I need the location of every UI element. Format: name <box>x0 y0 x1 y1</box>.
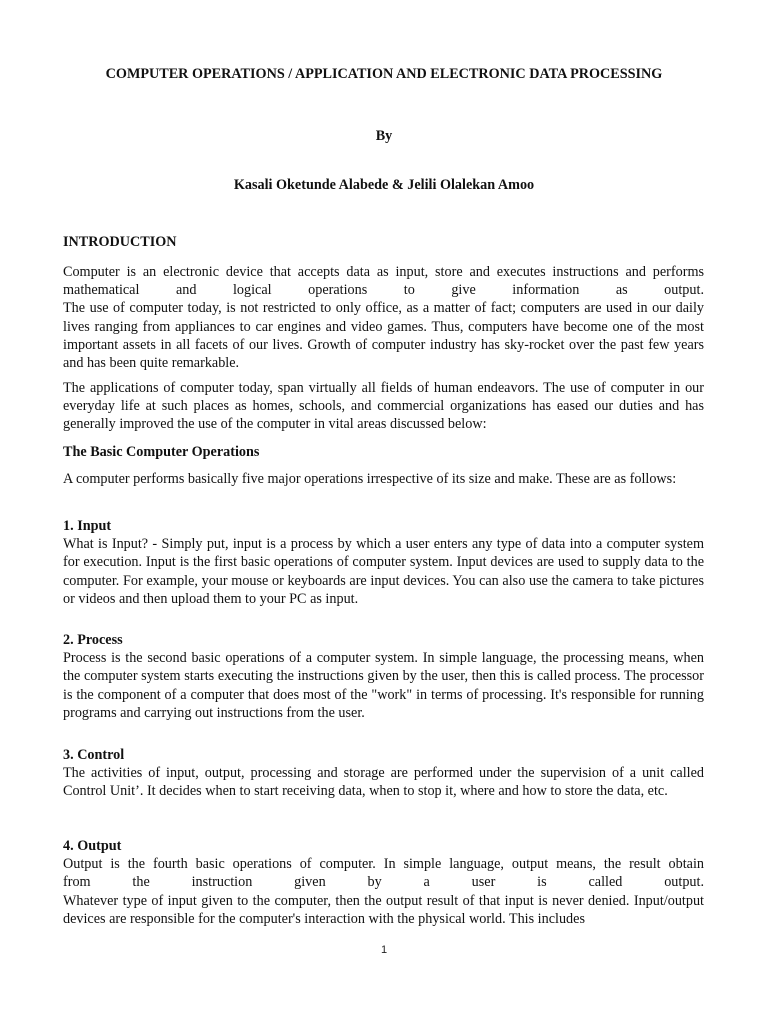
output-line-2: from the instruction given by a user is called output. <box>63 874 704 891</box>
document-title: COMPUTER OPERATIONS / APPLICATION AND ELECTRONIC DATA PROCESSING <box>105 66 663 82</box>
applications-paragraph <box>63 379 704 434</box>
output-heading: 4. Output <box>63 838 122 854</box>
input-section <box>63 517 704 608</box>
control-section <box>63 746 704 801</box>
intro-line-2: mathematical and logical operations to give information as output. <box>63 282 704 299</box>
by-line: By <box>375 128 393 144</box>
output-line-1: Output is the fourth basic operations of computer. In simple language, output means, the result obtain <box>63 856 704 873</box>
section-heading: INTRODUCTION <box>63 234 177 250</box>
output-rest: Whatever type of input given to the computer, then the output result of that input is never denied. Input/output devices are responsible for the computer's interaction with the physical world. This includes <box>63 892 704 927</box>
basic-intro-block <box>63 470 704 488</box>
intro-paragraph <box>63 263 704 372</box>
control-heading: 3. Control <box>63 747 125 763</box>
process-heading: 2. Process <box>63 632 123 648</box>
control-body: The activities of input, output, processing and storage are performed under the supervision of a unit called Control Unit’. It decides when to start receiving data, when to stop it, where and how to store the data, etc. <box>63 765 704 800</box>
input-heading: 1. Input <box>63 518 112 534</box>
basic-operations-heading: The Basic Computer Operations <box>63 444 260 460</box>
output-section <box>63 837 704 928</box>
input-body: What is Input? - Simply put, input is a process by which a user enters any type of data into a computer system for execution. Input is the first basic operations of computer system. Input devices are used to supply data to the computer. For example, your mouse or keyboards are input devices. You can also use the camera to take pictures or videos and then upload them to your PC as input. <box>63 536 704 607</box>
basic-intro-text: A computer performs basically five major operations irrespective of its size and make. These are as follows: <box>63 471 677 487</box>
authors: Kasali Oketunde Alabede & Jelili Olalekan Amoo <box>233 177 535 193</box>
process-body: Process is the second basic operations of a computer system. In simple language, the processing means, when the computer system starts executing the instructions given by the user, then this is called process. The processor is the component of a computer that does most of the "work" in terms of processing. It's responsible for running programs and carrying out instructions from the user. <box>63 650 704 721</box>
process-section <box>63 631 704 722</box>
applications-text: The applications of computer today, span virtually all fields of human endeavors. The use of computer in our everyday life at such places as homes, schools, and commercial organizations has eased our duties and has generally improved the use of the computer in vital areas discussed below: <box>63 380 704 433</box>
page-number: 1 <box>380 944 388 956</box>
intro-heading <box>63 233 704 251</box>
intro-rest: The use of computer today, is not restricted to only office, as a matter of fact; computers are used in our daily lives ranging from appliances to car engines and video games. Thus, computers have become one of the most important assets in all facets of our lives. Growth of computer industry has sky-rocket over the past few years and has been quite remarkable. <box>63 300 704 372</box>
basic-heading-block <box>63 443 704 461</box>
intro-line-1: Computer is an electronic device that accepts data as input, store and executes instructions and performs <box>63 264 704 280</box>
